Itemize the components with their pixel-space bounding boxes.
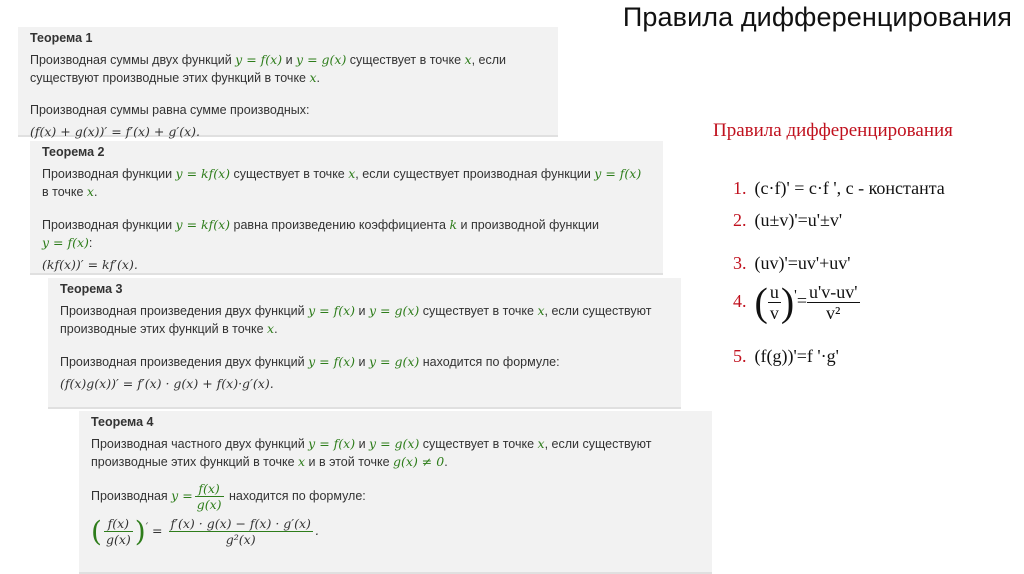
numerator: f(x) bbox=[195, 481, 224, 497]
theorem-formula: (kf(x))′ = kf′(x). bbox=[42, 257, 138, 272]
fraction bbox=[195, 481, 224, 512]
text: Производная суммы двух функций bbox=[30, 53, 236, 67]
rule-number: 1. bbox=[733, 178, 747, 198]
theorem-title: Теорема 2 bbox=[42, 145, 105, 159]
rules-panel bbox=[708, 110, 1008, 380]
rule-number: 4. bbox=[733, 290, 747, 311]
text: существует в точке bbox=[419, 304, 538, 318]
rule-text: (uv)'=uv'+uv' bbox=[754, 253, 851, 273]
fraction bbox=[169, 516, 313, 547]
math-expr: y = kf(x) bbox=[175, 217, 231, 232]
paren-open: ( bbox=[91, 515, 102, 548]
math-expr: y = f(x) bbox=[308, 303, 356, 318]
math-expr: x bbox=[267, 321, 275, 336]
text: . bbox=[314, 523, 319, 538]
math-expr: y = kf(x) bbox=[175, 166, 231, 181]
numerator: u bbox=[769, 282, 779, 302]
math-expr: x bbox=[537, 436, 545, 451]
text: , если существуют производные этих функций в точке bbox=[30, 53, 507, 85]
denominator: v bbox=[769, 303, 779, 323]
rule-item bbox=[733, 253, 851, 274]
theorem-card-3 bbox=[48, 278, 681, 409]
text: . bbox=[274, 322, 278, 336]
math-expr: y = f(x) bbox=[42, 235, 89, 250]
theorem-title: Теорема 4 bbox=[91, 415, 154, 429]
math-expr: x bbox=[537, 303, 545, 318]
theorem-title: Теорема 1 bbox=[30, 31, 93, 45]
text: и производной функции bbox=[457, 218, 600, 232]
rules-title: Правила дифференцирования bbox=[713, 120, 953, 141]
math-expr: k bbox=[449, 217, 458, 232]
theorem-formula: (f(x) + g(x))′ = f′(x) + g′(x). bbox=[30, 124, 200, 139]
text: существует в точке bbox=[346, 53, 465, 67]
equals: = bbox=[152, 523, 163, 538]
rule-text: (f(g))'=f '·g' bbox=[754, 346, 839, 366]
text: Производная функции bbox=[42, 167, 176, 181]
math-expr: y = g(x) bbox=[368, 354, 420, 369]
math-expr: y = g(x) bbox=[296, 52, 347, 67]
numerator: u'v-uv' bbox=[809, 282, 858, 302]
theorem-statement bbox=[60, 302, 669, 338]
math-expr: y = f(x) bbox=[594, 166, 642, 181]
theorem-rule-text bbox=[91, 481, 700, 512]
text: Производная частного двух функций bbox=[91, 437, 309, 451]
math-expr: y = g(x) bbox=[369, 436, 420, 451]
math-expr: y = f(x) bbox=[308, 354, 356, 369]
fraction bbox=[807, 282, 859, 323]
rule-item bbox=[733, 210, 842, 231]
text: . bbox=[93, 185, 98, 199]
paren-close: ) bbox=[780, 279, 795, 325]
theorem-card-4 bbox=[79, 411, 712, 574]
text: и bbox=[282, 53, 297, 67]
rule-number: 5. bbox=[733, 346, 747, 366]
rule-text: (u±v)'=u'±v' bbox=[754, 210, 843, 230]
rule-text: (c·f)' = c·f ', c - константа bbox=[754, 178, 945, 198]
text: и в этой точке bbox=[305, 455, 394, 469]
denominator: g²(x) bbox=[225, 532, 256, 547]
math-expr: x bbox=[298, 454, 306, 469]
text: и bbox=[355, 355, 369, 369]
text: Производная произведения двух функций bbox=[60, 304, 309, 318]
text: : bbox=[88, 236, 93, 250]
slide-title: Правила дифференцирования bbox=[622, 2, 1012, 32]
theorem-statement bbox=[91, 435, 700, 471]
rule-item bbox=[733, 279, 860, 325]
prime-mark: ′ bbox=[145, 520, 149, 533]
theorem-statement bbox=[42, 165, 651, 201]
text: Производная произведения двух функций bbox=[60, 355, 309, 369]
math-expr: y = f(x) bbox=[308, 436, 356, 451]
paren-open: ( bbox=[754, 279, 768, 325]
equals: = bbox=[796, 290, 808, 311]
theorem-rule-text: Производная суммы равна сумме производных: bbox=[30, 103, 310, 117]
math-expr: x bbox=[86, 184, 94, 199]
text: в точке bbox=[42, 185, 87, 199]
text: Производная функции bbox=[42, 218, 176, 232]
text: . bbox=[316, 71, 321, 85]
theorem-card-2 bbox=[30, 141, 663, 275]
theorem-rule-text bbox=[60, 353, 669, 371]
theorem-rule-text bbox=[42, 216, 651, 252]
math-expr: y = f(x) bbox=[235, 52, 283, 67]
text: , если существует производная функции bbox=[355, 167, 595, 181]
denominator: v² bbox=[826, 303, 841, 323]
prime-mark: ' bbox=[794, 287, 797, 304]
numerator: f(x) bbox=[104, 516, 133, 532]
text: и bbox=[355, 304, 369, 318]
rule-number: 3. bbox=[733, 253, 747, 273]
math-expr: y = g(x) bbox=[368, 303, 420, 318]
text: существует в точке bbox=[419, 437, 538, 451]
numerator: f′(x) · g(x) − f(x) · g′(x) bbox=[170, 516, 311, 531]
math-expr: y = bbox=[171, 487, 193, 503]
text: равна произведению коэффициента bbox=[230, 218, 450, 232]
text: . bbox=[444, 455, 448, 469]
math-expr: g(x) ≠ 0 bbox=[393, 454, 445, 469]
text: находится по формуле: bbox=[419, 355, 560, 369]
text: Производная bbox=[91, 488, 172, 503]
text: и bbox=[355, 437, 370, 451]
denominator: g(x) bbox=[105, 532, 131, 547]
math-expr: x bbox=[464, 52, 472, 67]
text: существует в точке bbox=[230, 167, 349, 181]
theorem-formula bbox=[91, 516, 700, 547]
text: , если существуют производные этих функций в точке bbox=[91, 437, 652, 469]
text: находится по формуле: bbox=[225, 488, 366, 503]
denominator: g(x) bbox=[196, 497, 222, 512]
rule-item bbox=[733, 346, 839, 367]
math-expr: x bbox=[348, 166, 356, 181]
theorem-formula: (f(x)g(x))′ = f′(x) · g(x) + f(x)·g′(x). bbox=[60, 376, 274, 391]
math-expr: x bbox=[309, 70, 317, 85]
theorem-card-1 bbox=[18, 27, 558, 137]
theorem-statement bbox=[30, 51, 546, 87]
paren-close: ) bbox=[134, 515, 146, 548]
rule-number: 2. bbox=[733, 210, 747, 230]
text: , если существуют производные этих функций в точке bbox=[60, 304, 652, 336]
fraction bbox=[768, 282, 781, 323]
theorem-title: Теорема 3 bbox=[60, 282, 123, 296]
rule-item bbox=[733, 178, 945, 199]
fraction bbox=[104, 516, 133, 547]
